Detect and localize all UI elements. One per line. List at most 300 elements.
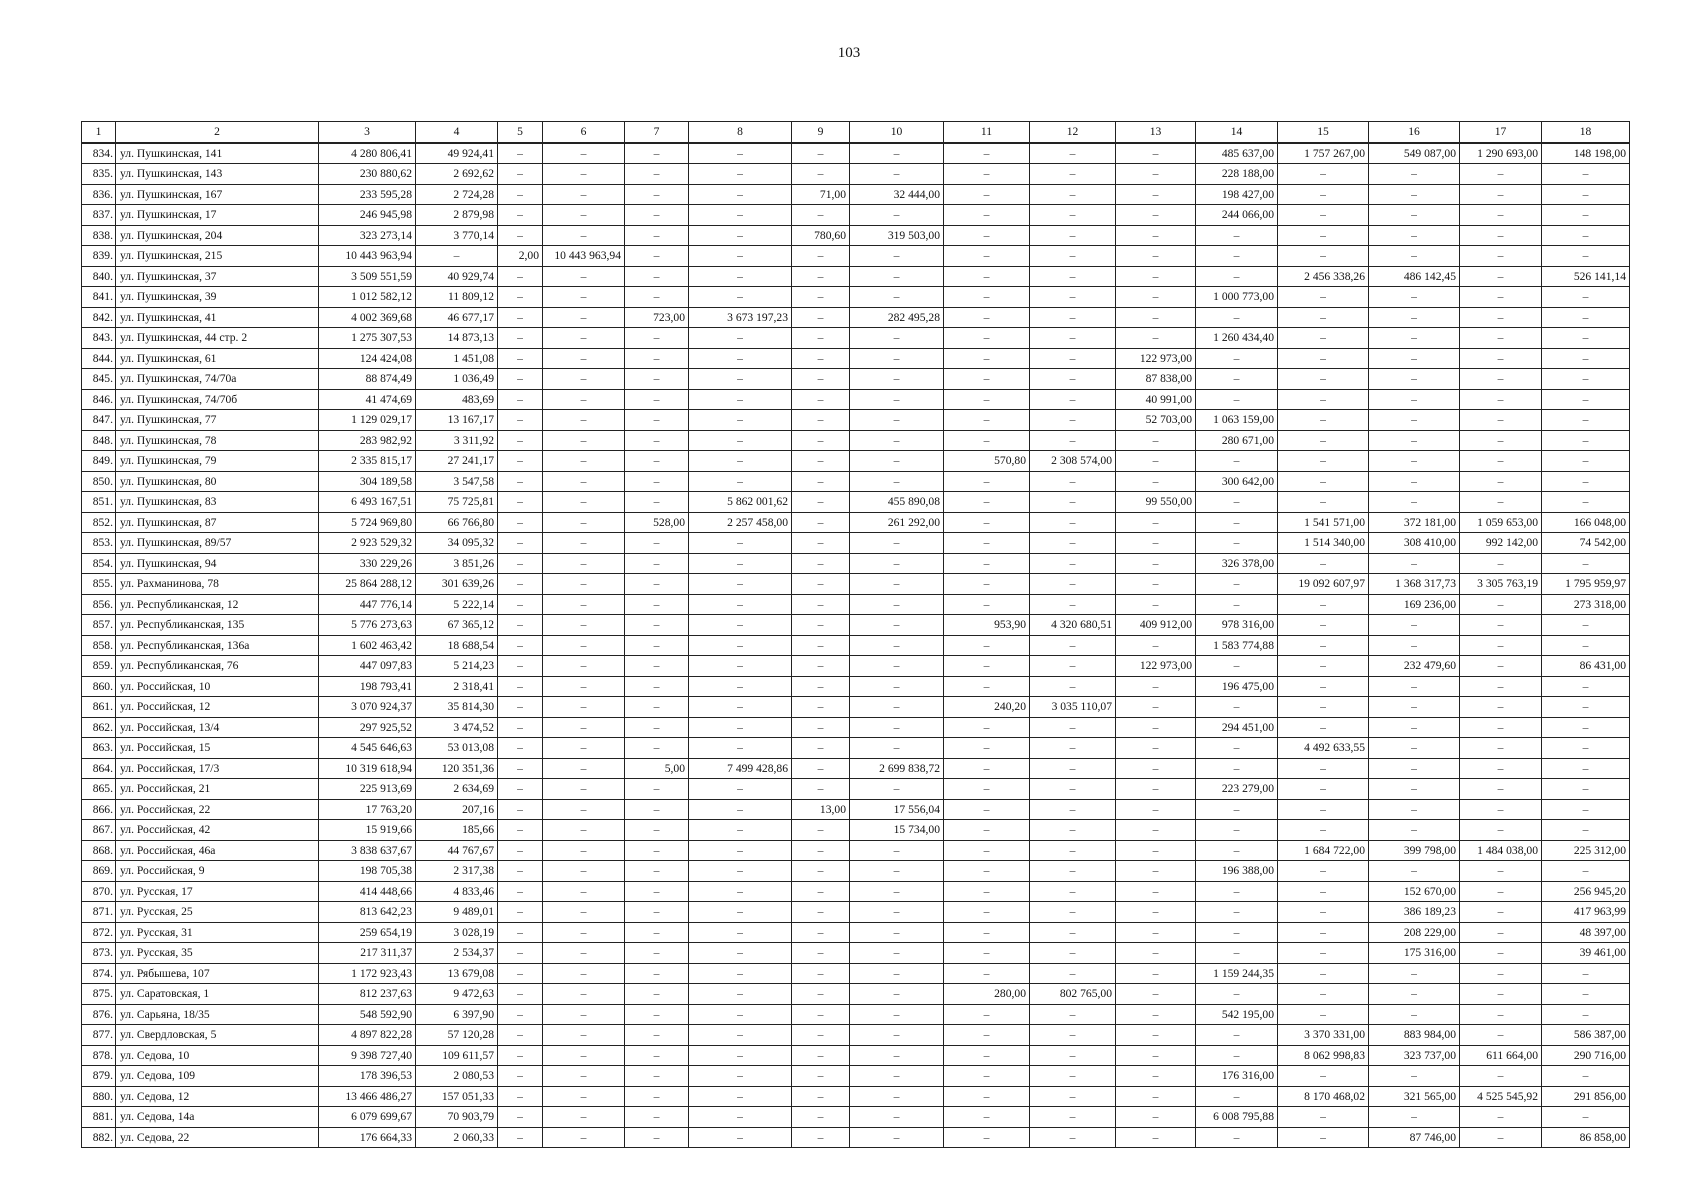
value-cell: – [416,246,498,267]
row-number-cell: 847. [82,410,116,431]
column-header: 18 [1542,122,1630,143]
value-cell: – [792,205,850,226]
value-cell: 13,00 [792,799,850,820]
value-cell: 2 534,37 [416,943,498,964]
table-row [82,184,1630,205]
value-cell: 86 858,00 [1542,1127,1630,1148]
value-cell: – [1278,594,1369,615]
value-cell: – [689,1066,792,1087]
row-number-cell: 856. [82,594,116,615]
value-cell: 978 316,00 [1196,615,1278,636]
value-cell: – [543,963,625,984]
table-row [82,266,1630,287]
value-cell: 52 703,00 [1116,410,1196,431]
value-cell: 5 862 001,62 [689,492,792,513]
value-cell: – [1278,615,1369,636]
value-cell: 319 503,00 [850,225,944,246]
value-cell: – [543,717,625,738]
value-cell: – [498,348,543,369]
value-cell: – [1030,717,1116,738]
address-cell: ул. Пушкинская, 74/70а [116,369,319,390]
value-cell: – [498,758,543,779]
value-cell: 3 035 110,07 [1030,697,1116,718]
value-cell: – [689,287,792,308]
table-row [82,676,1630,697]
value-cell: – [1369,307,1460,328]
value-cell: – [1369,369,1460,390]
value-cell: 196 475,00 [1196,676,1278,697]
row-number-cell: 873. [82,943,116,964]
value-cell: – [1116,287,1196,308]
value-cell: – [625,615,689,636]
value-cell: – [1116,1066,1196,1087]
value-cell: – [1369,697,1460,718]
value-cell: – [498,205,543,226]
value-cell: – [498,1004,543,1025]
value-cell: – [689,902,792,923]
value-cell: – [625,246,689,267]
value-cell: – [543,164,625,185]
row-number-cell: 862. [82,717,116,738]
value-cell: 6 008 795,88 [1196,1107,1278,1128]
value-cell: – [689,1086,792,1107]
value-cell: – [543,287,625,308]
value-cell: 5 776 273,63 [319,615,416,636]
value-cell: 9 472,63 [416,984,498,1005]
value-cell: – [498,1086,543,1107]
value-cell: – [792,594,850,615]
value-cell: – [850,471,944,492]
table-row [82,512,1630,533]
value-cell: 723,00 [625,307,689,328]
value-cell: – [1030,1025,1116,1046]
value-cell: – [689,328,792,349]
value-cell: – [850,246,944,267]
table-row [82,697,1630,718]
value-cell: – [1542,328,1630,349]
value-cell: 291 856,00 [1542,1086,1630,1107]
value-cell: – [850,410,944,431]
value-cell: 321 565,00 [1369,1086,1460,1107]
value-cell: 34 095,32 [416,533,498,554]
value-cell: 283 982,92 [319,430,416,451]
value-cell: – [1460,861,1542,882]
row-number-cell: 851. [82,492,116,513]
value-cell: – [1369,963,1460,984]
value-cell: – [1369,205,1460,226]
value-cell: – [498,574,543,595]
value-cell: – [792,738,850,759]
value-cell: 120 351,36 [416,758,498,779]
value-cell: 2 879,98 [416,205,498,226]
row-number-cell: 877. [82,1025,116,1046]
column-header: 2 [116,122,319,143]
value-cell: – [1460,922,1542,943]
value-cell: – [1278,902,1369,923]
row-number-cell: 853. [82,533,116,554]
column-header: 7 [625,122,689,143]
column-header: 12 [1030,122,1116,143]
value-cell: 152 670,00 [1369,881,1460,902]
table-row [82,1025,1630,1046]
row-number-cell: 860. [82,676,116,697]
value-cell: – [543,348,625,369]
value-cell: – [1542,246,1630,267]
value-cell: – [1116,922,1196,943]
value-cell: – [498,594,543,615]
value-cell: – [1116,1025,1196,1046]
value-cell: 611 664,00 [1460,1045,1542,1066]
value-cell: – [1460,635,1542,656]
value-cell: – [625,922,689,943]
value-cell: – [944,205,1030,226]
table-row [82,656,1630,677]
value-cell: 294 451,00 [1196,717,1278,738]
value-cell: – [1542,635,1630,656]
address-cell: ул. Свердловская, 5 [116,1025,319,1046]
value-cell: – [625,184,689,205]
row-number-cell: 870. [82,881,116,902]
row-number-cell: 867. [82,820,116,841]
value-cell: – [1116,799,1196,820]
value-cell: – [625,225,689,246]
value-cell: – [1030,1004,1116,1025]
value-cell: – [1116,266,1196,287]
value-cell: – [850,1086,944,1107]
value-cell: – [689,410,792,431]
value-cell: – [944,861,1030,882]
value-cell: – [792,492,850,513]
value-cell: 17 556,04 [850,799,944,820]
value-cell: 4 492 633,55 [1278,738,1369,759]
value-cell: – [850,348,944,369]
table-row [82,840,1630,861]
value-cell: – [850,451,944,472]
value-cell: – [498,266,543,287]
value-cell: 39 461,00 [1542,943,1630,964]
value-cell: – [1369,348,1460,369]
value-cell: – [1030,553,1116,574]
value-cell: – [1116,738,1196,759]
value-cell: – [1030,574,1116,595]
value-cell: – [498,430,543,451]
value-cell: – [1460,656,1542,677]
value-cell: – [1030,164,1116,185]
value-cell: – [1542,697,1630,718]
value-cell: – [850,389,944,410]
address-cell: ул. Русская, 35 [116,943,319,964]
value-cell: 124 424,08 [319,348,416,369]
value-cell: – [1196,840,1278,861]
value-cell: 2 923 529,32 [319,533,416,554]
value-cell: – [498,225,543,246]
value-cell: – [625,697,689,718]
value-cell: – [1460,287,1542,308]
value-cell: 1 451,08 [416,348,498,369]
table-row [82,205,1630,226]
value-cell: – [1196,984,1278,1005]
value-cell: 185,66 [416,820,498,841]
row-number-cell: 850. [82,471,116,492]
value-cell: 2 456 338,26 [1278,266,1369,287]
value-cell: 586 387,00 [1542,1025,1630,1046]
address-cell: ул. Пушкинская, 61 [116,348,319,369]
value-cell: – [625,164,689,185]
value-cell: – [498,389,543,410]
value-cell: – [689,471,792,492]
value-cell: 2 699 838,72 [850,758,944,779]
column-header: 9 [792,122,850,143]
row-number-cell: 880. [82,1086,116,1107]
value-cell: 166 048,00 [1542,512,1630,533]
value-cell: 485 637,00 [1196,143,1278,164]
value-cell: – [1116,984,1196,1005]
table-row [82,369,1630,390]
table-row [82,1127,1630,1148]
value-cell: – [625,471,689,492]
value-cell: – [689,369,792,390]
value-cell: – [792,697,850,718]
value-cell: 1 514 340,00 [1278,533,1369,554]
value-cell: – [850,328,944,349]
value-cell: – [689,799,792,820]
value-cell: – [944,492,1030,513]
address-cell: ул. Российская, 22 [116,799,319,820]
value-cell: – [1116,1086,1196,1107]
value-cell: – [1369,492,1460,513]
value-cell: – [498,410,543,431]
value-cell: – [498,738,543,759]
value-cell: – [944,779,1030,800]
value-cell: 15 734,00 [850,820,944,841]
row-number-cell: 878. [82,1045,116,1066]
value-cell: – [1460,717,1542,738]
value-cell: – [944,574,1030,595]
value-cell: – [1369,410,1460,431]
value-cell: 2 335 815,17 [319,451,416,472]
value-cell: – [1369,164,1460,185]
value-cell: 290 716,00 [1542,1045,1630,1066]
value-cell: – [498,553,543,574]
value-cell: 10 319 618,94 [319,758,416,779]
value-cell: 14 873,13 [416,328,498,349]
value-cell: – [1460,820,1542,841]
value-cell: – [689,943,792,964]
value-cell: – [625,594,689,615]
value-cell: – [850,861,944,882]
value-cell: – [1278,1004,1369,1025]
row-number-cell: 836. [82,184,116,205]
value-cell: – [792,1086,850,1107]
value-cell: – [689,922,792,943]
address-cell: ул. Республиканская, 135 [116,615,319,636]
value-cell: – [1030,676,1116,697]
value-cell: – [850,1004,944,1025]
table-row [82,738,1630,759]
value-cell: 1 260 434,40 [1196,328,1278,349]
address-cell: ул. Рахманинова, 78 [116,574,319,595]
value-cell: – [792,963,850,984]
value-cell: – [944,553,1030,574]
value-cell: – [625,1025,689,1046]
value-cell: – [1030,1045,1116,1066]
value-cell: 549 087,00 [1369,143,1460,164]
value-cell: – [1542,430,1630,451]
value-cell: – [1278,963,1369,984]
row-number-cell: 843. [82,328,116,349]
value-cell: – [625,328,689,349]
address-cell: ул. Российская, 21 [116,779,319,800]
value-cell: – [944,164,1030,185]
value-cell: – [792,861,850,882]
value-cell: – [1278,1066,1369,1087]
table-row [82,348,1630,369]
address-cell: ул. Российская, 10 [116,676,319,697]
value-cell: – [850,574,944,595]
address-cell: ул. Пушкинская, 37 [116,266,319,287]
value-cell: – [1030,656,1116,677]
value-cell: 1 583 774,88 [1196,635,1278,656]
value-cell: – [792,1045,850,1066]
value-cell: – [850,635,944,656]
value-cell: – [1278,389,1369,410]
value-cell: 1 757 267,00 [1278,143,1369,164]
row-number-cell: 865. [82,779,116,800]
value-cell: – [1278,328,1369,349]
value-cell: – [850,697,944,718]
value-cell: – [1460,943,1542,964]
value-cell: – [1278,656,1369,677]
value-cell: – [944,799,1030,820]
value-cell: 230 880,62 [319,164,416,185]
value-cell: – [944,512,1030,533]
value-cell: 3 028,19 [416,922,498,943]
value-cell: – [1369,389,1460,410]
address-cell: ул. Российская, 9 [116,861,319,882]
value-cell: – [1116,1045,1196,1066]
value-cell: – [1116,184,1196,205]
value-cell: 8 062 998,83 [1278,1045,1369,1066]
value-cell: 208 229,00 [1369,922,1460,943]
value-cell: – [1116,451,1196,472]
value-cell: – [543,410,625,431]
value-cell: – [1369,779,1460,800]
value-cell: – [625,348,689,369]
value-cell: 40 991,00 [1116,389,1196,410]
value-cell: – [1542,758,1630,779]
value-cell: 304 189,58 [319,471,416,492]
value-cell: – [1196,922,1278,943]
value-cell: – [850,881,944,902]
value-cell: – [1116,143,1196,164]
value-cell: – [792,820,850,841]
value-cell: – [850,1045,944,1066]
value-cell: 3 838 637,67 [319,840,416,861]
value-cell: 323 737,00 [1369,1045,1460,1066]
value-cell: – [543,143,625,164]
value-cell: – [1542,615,1630,636]
value-cell: – [1030,410,1116,431]
value-cell: – [498,451,543,472]
value-cell: – [498,656,543,677]
table-header-row [82,122,1630,143]
value-cell: – [543,922,625,943]
value-cell: 813 642,23 [319,902,416,923]
value-cell: – [944,635,1030,656]
value-cell: – [850,594,944,615]
value-cell: – [689,594,792,615]
value-cell: – [498,799,543,820]
value-cell: – [944,1066,1030,1087]
address-cell: ул. Пушкинская, 78 [116,430,319,451]
value-cell: – [625,1107,689,1128]
value-cell: – [1030,348,1116,369]
value-cell: – [1278,861,1369,882]
value-cell: – [1369,717,1460,738]
value-cell: – [944,840,1030,861]
row-number-cell: 863. [82,738,116,759]
value-cell: – [689,984,792,1005]
value-cell: – [944,348,1030,369]
value-cell: – [1196,697,1278,718]
value-cell: – [625,1045,689,1066]
value-cell: – [543,1066,625,1087]
value-cell: 15 919,66 [319,820,416,841]
value-cell: 148 198,00 [1542,143,1630,164]
value-cell: – [689,430,792,451]
value-cell: – [625,533,689,554]
value-cell: – [1196,1025,1278,1046]
row-number-cell: 875. [82,984,116,1005]
value-cell: 240,20 [944,697,1030,718]
row-number-cell: 835. [82,164,116,185]
value-cell: – [1460,553,1542,574]
table-row [82,615,1630,636]
value-cell: – [1278,164,1369,185]
value-cell: 280 671,00 [1196,430,1278,451]
value-cell: – [850,902,944,923]
value-cell: – [543,943,625,964]
value-cell: – [689,738,792,759]
value-cell: – [1369,553,1460,574]
address-cell: ул. Пушкинская, 141 [116,143,319,164]
value-cell: – [850,840,944,861]
table-row [82,287,1630,308]
value-cell: 297 925,52 [319,717,416,738]
column-header: 4 [416,122,498,143]
table-row [82,1107,1630,1128]
table-row [82,164,1630,185]
address-cell: ул. Седова, 14а [116,1107,319,1128]
value-cell: – [1196,574,1278,595]
value-cell: – [689,246,792,267]
value-cell: 5,00 [625,758,689,779]
value-cell: – [944,943,1030,964]
value-cell: – [1460,1107,1542,1128]
value-cell: – [1460,451,1542,472]
value-cell: – [689,574,792,595]
value-cell: – [543,840,625,861]
value-cell: 217 311,37 [319,943,416,964]
value-cell: – [1460,184,1542,205]
value-cell: 40 929,74 [416,266,498,287]
value-cell: 3 509 551,59 [319,266,416,287]
table-row [82,1066,1630,1087]
value-cell: – [1278,430,1369,451]
value-cell: – [850,779,944,800]
table-row [82,225,1630,246]
value-cell: – [1369,820,1460,841]
